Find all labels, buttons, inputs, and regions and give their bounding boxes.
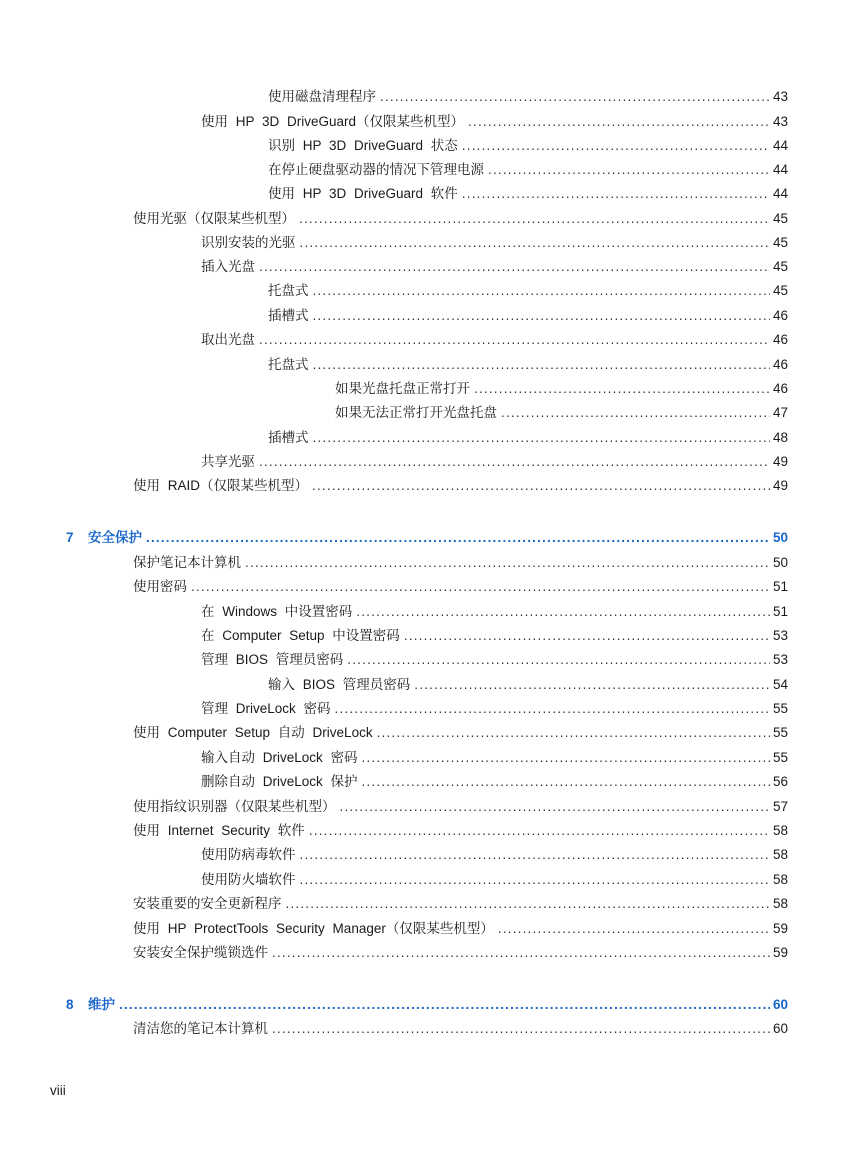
toc-entry-page: 43 xyxy=(772,89,788,104)
toc-entry-label: 使用 Internet Security 软件 xyxy=(133,823,305,838)
dot-leader xyxy=(259,453,770,471)
toc-entry-page: 55 xyxy=(772,725,788,740)
toc-entry-page: 58 xyxy=(772,847,788,862)
chapter-number: 7 xyxy=(66,530,74,545)
toc-entry-label: 使用光驱（仅限某些机型） xyxy=(133,211,295,226)
toc-entry-label: 保护笔记本计算机 xyxy=(133,555,241,570)
toc-entry-page: 44 xyxy=(772,162,788,177)
dot-leader xyxy=(245,554,770,572)
toc-chapter-entry[interactable] xyxy=(66,996,788,1014)
toc-entry[interactable] xyxy=(201,627,788,645)
toc-entry-page: 45 xyxy=(772,235,788,250)
toc-entry-page: 49 xyxy=(772,454,788,469)
toc-entry[interactable] xyxy=(201,871,788,889)
toc-entry-label: 使用 HP 3D DriveGuard 软件 xyxy=(268,186,458,201)
toc-entry-page: 49 xyxy=(772,478,788,493)
toc-entry[interactable] xyxy=(268,356,788,374)
dot-leader xyxy=(272,944,770,962)
toc-entry[interactable] xyxy=(201,846,788,864)
toc-entry[interactable] xyxy=(335,404,788,422)
toc-entry[interactable] xyxy=(133,554,788,572)
toc-entry-label: 插槽式 xyxy=(268,308,309,323)
toc-entry-page: 60 xyxy=(772,1021,788,1036)
toc-entry-page: 43 xyxy=(772,114,788,129)
toc-entry-page: 45 xyxy=(772,211,788,226)
dot-leader xyxy=(501,404,770,422)
toc-entry-page: 45 xyxy=(772,259,788,274)
dot-leader xyxy=(362,749,770,767)
dot-leader xyxy=(272,1020,770,1038)
toc-entry[interactable] xyxy=(133,822,788,840)
toc-entry-page: 59 xyxy=(772,945,788,960)
toc-entry-label: 如果无法正常打开光盘托盘 xyxy=(335,405,497,420)
dot-leader xyxy=(380,88,770,106)
toc-entry-page: 54 xyxy=(772,677,788,692)
dot-leader xyxy=(335,700,770,718)
toc-entry[interactable] xyxy=(268,307,788,325)
dot-leader xyxy=(356,603,770,621)
toc-entry-label: 管理 BIOS 管理员密码 xyxy=(201,652,344,667)
toc-entry-label: 使用 HP 3D DriveGuard（仅限某些机型） xyxy=(201,114,465,129)
toc-entry[interactable] xyxy=(133,477,788,495)
dot-leader xyxy=(313,429,770,447)
toc-entry-page: 48 xyxy=(772,430,788,445)
toc-entry[interactable] xyxy=(201,113,788,131)
dot-leader xyxy=(286,895,770,913)
dot-leader xyxy=(404,627,770,645)
toc-entry[interactable] xyxy=(133,944,788,962)
toc-entry-label: 使用 RAID（仅限某些机型） xyxy=(133,478,309,493)
dot-leader xyxy=(474,380,770,398)
toc-entry-label: 插入光盘 xyxy=(201,259,255,274)
dot-leader xyxy=(259,331,770,349)
toc-entry[interactable] xyxy=(268,676,788,694)
toc-entry[interactable] xyxy=(133,578,788,596)
toc-entry[interactable] xyxy=(268,161,788,179)
toc-entry-label: 使用防火墙软件 xyxy=(201,872,296,887)
dot-leader xyxy=(488,161,770,179)
dot-leader xyxy=(313,356,770,374)
dot-leader xyxy=(362,773,770,791)
dot-leader xyxy=(300,234,770,252)
toc-entry-page: 44 xyxy=(772,138,788,153)
dot-leader xyxy=(414,676,770,694)
toc-entry-page: 59 xyxy=(772,921,788,936)
toc-entry-page: 46 xyxy=(772,357,788,372)
dot-leader xyxy=(191,578,770,596)
page-number-footer: viii xyxy=(50,1083,66,1098)
toc-entry[interactable] xyxy=(201,234,788,252)
toc-entry-page: 53 xyxy=(772,652,788,667)
toc-entry[interactable] xyxy=(133,1020,788,1038)
toc-entry-label: 删除自动 DriveLock 保护 xyxy=(201,774,358,789)
dot-leader xyxy=(462,185,770,203)
toc-entry-page: 45 xyxy=(772,283,788,298)
toc-entry-page: 46 xyxy=(772,308,788,323)
toc-entry-label: 识别 HP 3D DriveGuard 状态 xyxy=(268,138,458,153)
dot-leader xyxy=(340,798,770,816)
toc-entry[interactable] xyxy=(133,920,788,938)
dot-leader xyxy=(300,846,770,864)
toc-entry[interactable] xyxy=(268,88,788,106)
toc-entry[interactable] xyxy=(201,749,788,767)
toc-entry[interactable] xyxy=(201,258,788,276)
chapter-number: 8 xyxy=(66,997,74,1012)
dot-leader xyxy=(146,529,770,547)
toc-entry-label: 托盘式 xyxy=(268,283,309,298)
dot-leader xyxy=(498,920,770,938)
toc-entry-page: 47 xyxy=(772,405,788,420)
toc-entry-label: 使用磁盘清理程序 xyxy=(268,89,376,104)
dot-leader xyxy=(300,871,770,889)
toc-entry[interactable] xyxy=(133,210,788,228)
toc-entry-label: 输入 BIOS 管理员密码 xyxy=(268,677,411,692)
toc-entry-page: 58 xyxy=(772,896,788,911)
toc-entry-page: 55 xyxy=(772,701,788,716)
toc-entry[interactable] xyxy=(268,185,788,203)
dot-leader xyxy=(309,822,770,840)
dot-leader xyxy=(468,113,770,131)
toc-entry[interactable] xyxy=(268,282,788,300)
dot-leader xyxy=(299,210,770,228)
toc-entry-page: 50 xyxy=(772,555,788,570)
toc-entry-page: 56 xyxy=(772,774,788,789)
toc-entry[interactable] xyxy=(133,798,788,816)
toc-entry-label: 安全保护 xyxy=(88,530,142,545)
dot-leader xyxy=(259,258,770,276)
toc-entry-page: 46 xyxy=(772,381,788,396)
toc-entry-label: 如果光盘托盘正常打开 xyxy=(335,381,470,396)
toc-entry-label: 使用指纹识别器（仅限某些机型） xyxy=(133,799,336,814)
toc-entry[interactable] xyxy=(335,380,788,398)
toc-entry-label: 使用 Computer Setup 自动 DriveLock xyxy=(133,725,373,740)
toc-entry-page: 44 xyxy=(772,186,788,201)
toc-entry[interactable] xyxy=(201,331,788,349)
toc-entry[interactable] xyxy=(133,724,788,742)
toc-entry[interactable] xyxy=(201,773,788,791)
toc-entry-label: 识别安装的光驱 xyxy=(201,235,296,250)
toc-entry-page: 51 xyxy=(772,604,788,619)
toc-entry-page: 46 xyxy=(772,332,788,347)
toc-entry-label: 安装安全保护缆锁选件 xyxy=(133,945,268,960)
toc-entry-label: 共享光驱 xyxy=(201,454,255,469)
toc-entry-label: 使用防病毒软件 xyxy=(201,847,296,862)
toc-entry[interactable] xyxy=(268,137,788,155)
dot-leader xyxy=(313,307,770,325)
toc-entry[interactable] xyxy=(268,429,788,447)
toc-chapter-entry[interactable] xyxy=(66,529,788,547)
dot-leader xyxy=(377,724,770,742)
toc-entry-page: 58 xyxy=(772,872,788,887)
toc-entry-label: 清洁您的笔记本计算机 xyxy=(133,1021,268,1036)
dot-leader xyxy=(462,137,770,155)
toc-entry-label: 在停止硬盘驱动器的情况下管理电源 xyxy=(268,162,484,177)
toc-entry-page: 57 xyxy=(772,799,788,814)
toc-entry-label: 使用 HP ProtectTools Security Manager（仅限某些机型） xyxy=(133,921,494,936)
toc-entry-page: 55 xyxy=(772,750,788,765)
toc-entry[interactable] xyxy=(201,700,788,718)
toc-entry-label: 托盘式 xyxy=(268,357,309,372)
toc-entry-label: 在 Windows 中设置密码 xyxy=(201,604,353,619)
toc-entry-page: 60 xyxy=(772,997,788,1012)
toc-entry[interactable] xyxy=(201,603,788,621)
toc-entry-label: 管理 DriveLock 密码 xyxy=(201,701,331,716)
toc-entry-page: 53 xyxy=(772,628,788,643)
dot-leader xyxy=(313,282,770,300)
toc-entry-label: 取出光盘 xyxy=(201,332,255,347)
toc-entry-label: 输入自动 DriveLock 密码 xyxy=(201,750,358,765)
toc-entry[interactable] xyxy=(133,895,788,913)
toc-entry-label: 使用密码 xyxy=(133,579,187,594)
dot-leader xyxy=(119,996,770,1014)
toc-entry-page: 58 xyxy=(772,823,788,838)
toc-entry[interactable] xyxy=(201,651,788,669)
toc-entry-page: 50 xyxy=(772,530,788,545)
toc-entry-label: 在 Computer Setup 中设置密码 xyxy=(201,628,400,643)
toc-entry-label: 安装重要的安全更新程序 xyxy=(133,896,282,911)
toc-entry-page: 51 xyxy=(772,579,788,594)
dot-leader xyxy=(347,651,770,669)
toc-entry-label: 维护 xyxy=(88,997,115,1012)
dot-leader xyxy=(312,477,770,495)
toc-entry[interactable] xyxy=(201,453,788,471)
toc-entry-label: 插槽式 xyxy=(268,430,309,445)
